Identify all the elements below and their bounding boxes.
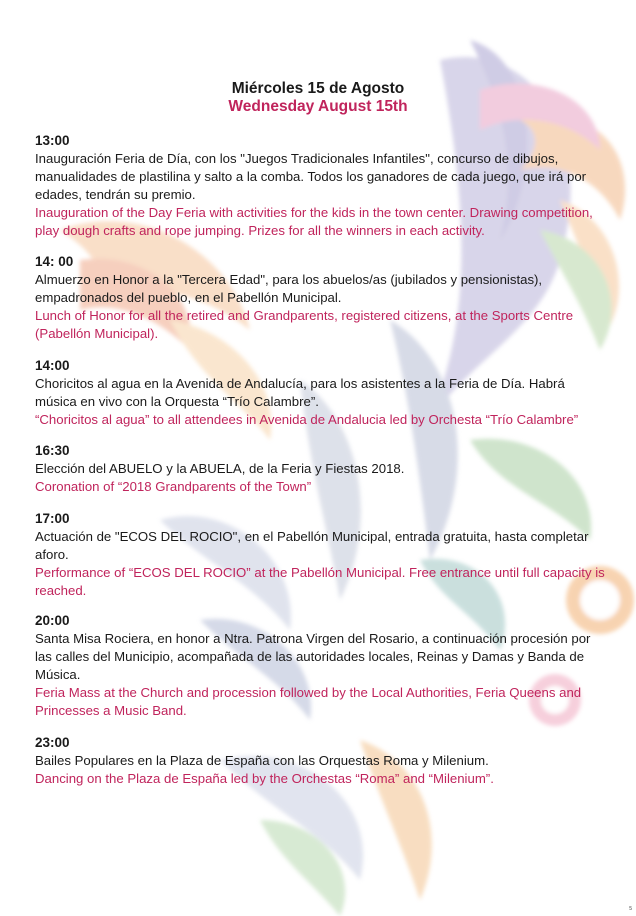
event-14-00-choricitos <box>35 357 605 429</box>
event-14-00-lunch <box>35 253 605 343</box>
event-time: 20:00 <box>35 613 70 628</box>
event-description-english: Performance of “ECOS DEL ROCIO” at the Pabellón Municipal. Free entrance until full capacity is reached. <box>35 565 605 598</box>
event-description-spanish: Elección del ABUELO y la ABUELA, de la Feria y Fiestas 2018. <box>35 461 405 476</box>
event-description-spanish: Almuerzo en Honor a la "Tercera Edad", para los abuelos/as (jubilados y pensionistas), empadronados del pueblo, en el Pabellón Municipal. <box>35 272 543 305</box>
event-time: 23:00 <box>35 735 70 750</box>
event-time: 14: 00 <box>35 254 74 269</box>
event-description-spanish: Santa Misa Rociera, en honor a Ntra. Patrona Virgen del Rosario, a continuación procesión por las calles del Municipio, acompañada de las autoridades locales, Reinas y Damas y Banda de Música. <box>35 631 591 682</box>
event-time: 14:00 <box>35 358 70 373</box>
event-description-english: Lunch of Honor for all the retired and Grandparents, registered citizens, at the Sports Centre (Pabellón Municipal). <box>35 308 574 341</box>
event-description-english: Coronation of “2018 Grandparents of the Town” <box>35 479 312 494</box>
event-description-english: “Choricitos al agua” to all attendees in Avenida de Andalucia led by Orchesta “Trío Calambre” <box>35 412 579 427</box>
event-23-00 <box>35 734 605 788</box>
event-description-spanish: Inauguración Feria de Día, con los "Juegos Tradicionales Infantiles", concurso de dibujos, manualidades de plastilina y salto a la comba. Todos los ganadores de cada juego, que irá por edades, tendrán su premio. <box>35 151 587 202</box>
event-13-00 <box>35 132 605 240</box>
event-description-spanish: Actuación de "ECOS DEL ROCIO", en el Pabellón Municipal, entrada gratuita, hasta completar aforo. <box>35 529 589 562</box>
page-number: 5 <box>629 906 632 912</box>
event-17-00 <box>35 510 605 600</box>
page-title-english: Wednesday August 15th <box>228 98 408 115</box>
event-time: 16:30 <box>35 443 70 458</box>
event-description-english: Dancing on the Plaza de España led by the Orchestas “Roma” and “Milenium”. <box>35 771 494 786</box>
event-description-english: Inauguration of the Day Feria with activities for the kids in the town center. Drawing competition, play dough crafts and rope jumping. Prizes for all the winners in each activity. <box>35 205 593 238</box>
event-description-spanish: Choricitos al agua en la Avenida de Andalucía, para los asistentes a la Feria de Día. Habrá música en vivo con la Orquesta “Trío Calambre”. <box>35 376 565 409</box>
event-20-00 <box>35 612 605 720</box>
event-description-english: Feria Mass at the Church and procession followed by the Local Authorities, Feria Queens and Princesses a Music Band. <box>35 685 582 718</box>
event-time: 17:00 <box>35 511 70 526</box>
page-title-spanish: Miércoles 15 de Agosto <box>231 80 405 97</box>
event-time: 13:00 <box>35 133 70 148</box>
event-16-30 <box>35 442 605 496</box>
event-description-spanish: Bailes Populares en la Plaza de España con las Orquestas Roma y Milenium. <box>35 753 489 768</box>
